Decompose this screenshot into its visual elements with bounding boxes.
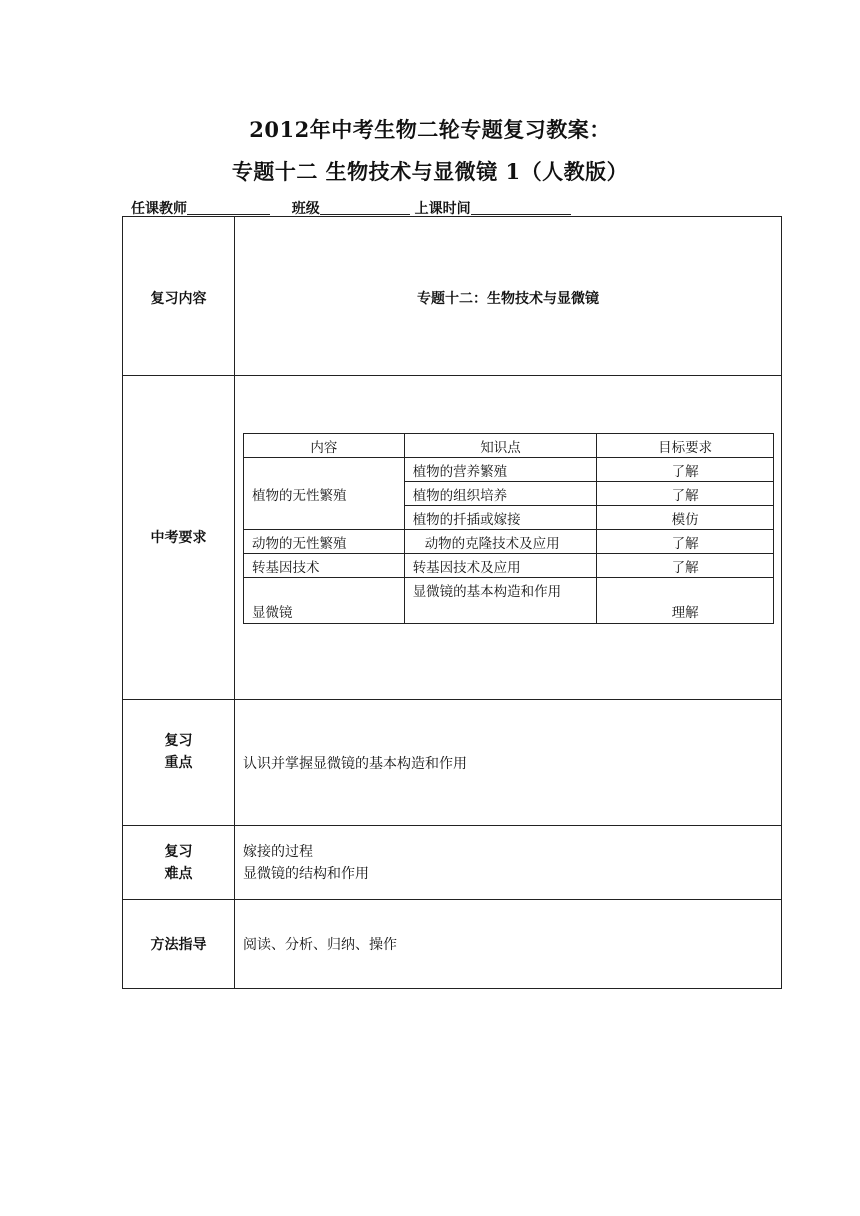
time-blank[interactable] — [471, 200, 571, 215]
knowledge-point-cell: 转基因技术及应用 — [404, 554, 597, 578]
teacher-blank[interactable] — [187, 200, 270, 215]
column-divider — [234, 217, 235, 988]
knowledge-point-cell: 植物的组织培养 — [404, 482, 597, 506]
header-goal: 目标要求 — [597, 434, 774, 458]
knowledge-point-cell: 显微镜的基本构造和作用 — [404, 578, 597, 624]
goal-cell: 了解 — [597, 554, 774, 578]
class-blank[interactable] — [320, 200, 410, 215]
lesson-plan-table — [122, 216, 782, 989]
difficulty-item: 显微镜的结构和作用 — [243, 866, 369, 882]
class-label: 班级 — [291, 201, 320, 217]
content-cell: 显微镜 — [244, 578, 405, 624]
table-row — [244, 578, 774, 624]
review-content-value: 专题十二：生物技术与显微镜 — [417, 291, 599, 307]
goal-cell: 了解 — [597, 530, 774, 554]
review-difficulty-label — [123, 841, 234, 885]
table-row — [244, 530, 774, 554]
review-content-label: 复习内容 — [150, 291, 207, 307]
row-divider — [123, 825, 781, 826]
difficulty-item: 嫁接的过程 — [243, 844, 313, 860]
exam-requirements-label: 中考要求 — [150, 530, 207, 546]
content-cell: 转基因技术 — [244, 554, 405, 578]
goal-cell: 了解 — [597, 482, 774, 506]
plant-asexual-reproduction-cell: 植物的无性繁殖 — [244, 458, 405, 530]
review-focus-label-line1: 复习 — [164, 733, 193, 749]
review-difficulty-label-line1: 复习 — [164, 844, 193, 860]
row-divider — [123, 699, 781, 700]
time-label: 上课时间 — [414, 201, 471, 217]
row-divider — [123, 375, 781, 376]
goal-cell: 理解 — [597, 578, 774, 624]
method-guidance-value: 阅读、分析、归纳、操作 — [243, 937, 397, 953]
table-row — [244, 458, 774, 482]
review-focus-label-line2: 重点 — [164, 755, 193, 771]
teacher-label: 任课教师 — [131, 201, 187, 217]
table-row — [244, 554, 774, 578]
goal-cell: 了解 — [597, 458, 774, 482]
document-title-line1: 2012年中考生物二轮专题复习教案： — [249, 117, 611, 142]
review-focus-value: 认识并掌握显微镜的基本构造和作用 — [243, 756, 467, 772]
header-content: 内容 — [244, 434, 405, 458]
review-difficulty-value — [243, 841, 369, 885]
row-divider — [123, 899, 781, 900]
lesson-meta-line — [131, 198, 571, 218]
method-guidance-label: 方法指导 — [150, 937, 207, 953]
knowledge-point-cell: 植物的营养繁殖 — [404, 458, 597, 482]
requirements-table — [243, 433, 774, 624]
goal-cell: 模仿 — [597, 506, 774, 530]
table-header-row — [244, 434, 774, 458]
header-knowledge-point: 知识点 — [404, 434, 597, 458]
review-focus-label — [123, 730, 234, 774]
knowledge-point-cell: 动物的克隆技术及应用 — [404, 530, 597, 554]
review-difficulty-label-line2: 难点 — [164, 866, 193, 882]
knowledge-point-cell: 植物的扦插或嫁接 — [404, 506, 597, 530]
content-cell: 动物的无性繁殖 — [244, 530, 405, 554]
document-title-line2: 专题十二 生物技术与显微镜 1（人教版） — [231, 159, 629, 184]
